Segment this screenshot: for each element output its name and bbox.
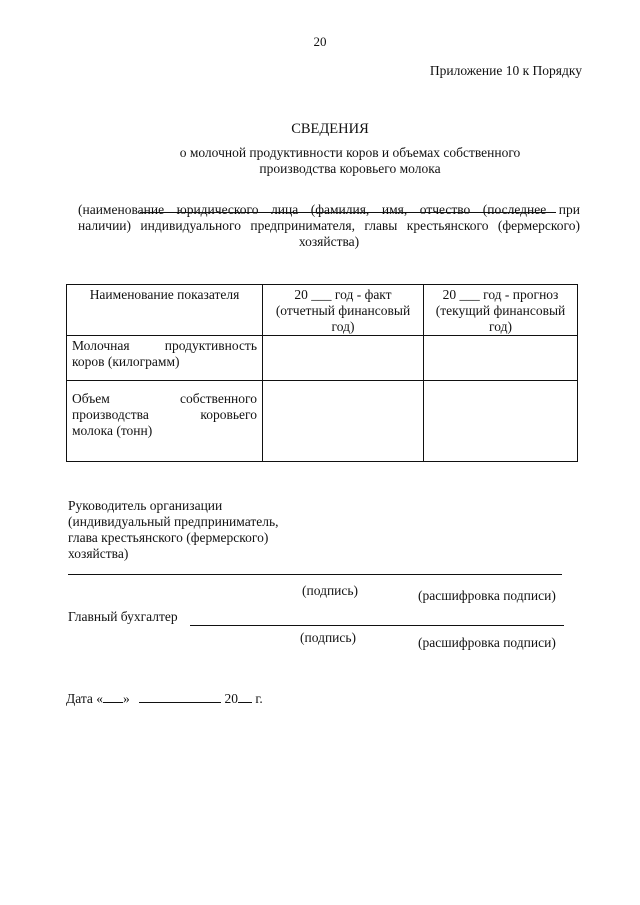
- header-fact-year: 20 ___ год - факт (отчетный финансовый год): [263, 285, 424, 336]
- document-title: СВЕДЕНИЯ: [291, 121, 369, 137]
- entity-name-hint: [78, 202, 580, 250]
- head-signature-caption: (подпись): [302, 583, 359, 598]
- date-year-prefix: 20: [224, 691, 239, 706]
- entity-hint-line3: хозяйства): [298, 234, 360, 249]
- row-label-line: коров (килограмм): [72, 354, 180, 369]
- date-day-blank[interactable]: [103, 690, 123, 703]
- accountant-signature-caption: (подпись): [300, 630, 357, 645]
- signer-line: (индивидуальный предприниматель,: [68, 514, 279, 529]
- appendix-label: Приложение 10 к Порядку: [429, 63, 582, 78]
- cell-fact-milk-volume[interactable]: [263, 381, 424, 462]
- table-row: [67, 336, 578, 381]
- chief-accountant-label: Главный бухгалтер: [68, 609, 178, 624]
- accountant-signature-line[interactable]: [190, 625, 564, 626]
- signer-line: Руководитель организации: [68, 498, 223, 513]
- document-subtitle-line1: о молочной продуктивности коров и объемах собственного: [179, 145, 521, 160]
- table-row: [67, 381, 578, 462]
- head-of-organization-label: [68, 498, 308, 562]
- row-label-line: молока (тонн): [72, 423, 153, 438]
- date-suffix: г.: [255, 691, 263, 706]
- header-forecast-year: 20 ___ год - прогноз (текущий финансовый год): [424, 285, 578, 336]
- cell-fact-milk-productivity[interactable]: [263, 336, 424, 381]
- signer-line: глава крестьянского (фермерского): [68, 530, 269, 545]
- date-field: [66, 690, 263, 707]
- head-decoding-caption: (расшифровка подписи): [418, 588, 556, 603]
- date-year-blank[interactable]: [238, 690, 252, 703]
- row-label-milk-productivity: [67, 336, 263, 381]
- accountant-decoding-caption: (расшифровка подписи): [418, 635, 556, 650]
- document-subtitle-line2: производства коровьего молока: [259, 161, 441, 176]
- signer-line: хозяйства): [68, 546, 129, 561]
- page-number: 20: [313, 34, 327, 49]
- row-label-milk-volume: [67, 381, 263, 462]
- cell-forecast-milk-productivity[interactable]: [424, 336, 578, 381]
- row-label-line: производства коровьего: [72, 407, 257, 422]
- table-header-row: [67, 285, 578, 336]
- row-label-line: Молочная продуктивность: [72, 338, 257, 353]
- entity-hint-line1: (наименование юридического лица (фамилия, имя, отчество (последнее при: [78, 202, 580, 217]
- date-month-blank[interactable]: [139, 690, 221, 703]
- header-indicator-name: Наименование показателя: [67, 285, 263, 336]
- entity-hint-line2: наличии) индивидуального предпринимателя, главы крестьянского (фермерского): [78, 218, 580, 233]
- cell-forecast-milk-volume[interactable]: [424, 381, 578, 462]
- date-label: Дата «: [66, 691, 104, 706]
- indicators-table: [66, 284, 578, 462]
- date-quote: »: [123, 691, 130, 706]
- head-signature-line[interactable]: [68, 574, 562, 575]
- row-label-line: Объем собственного: [72, 391, 257, 406]
